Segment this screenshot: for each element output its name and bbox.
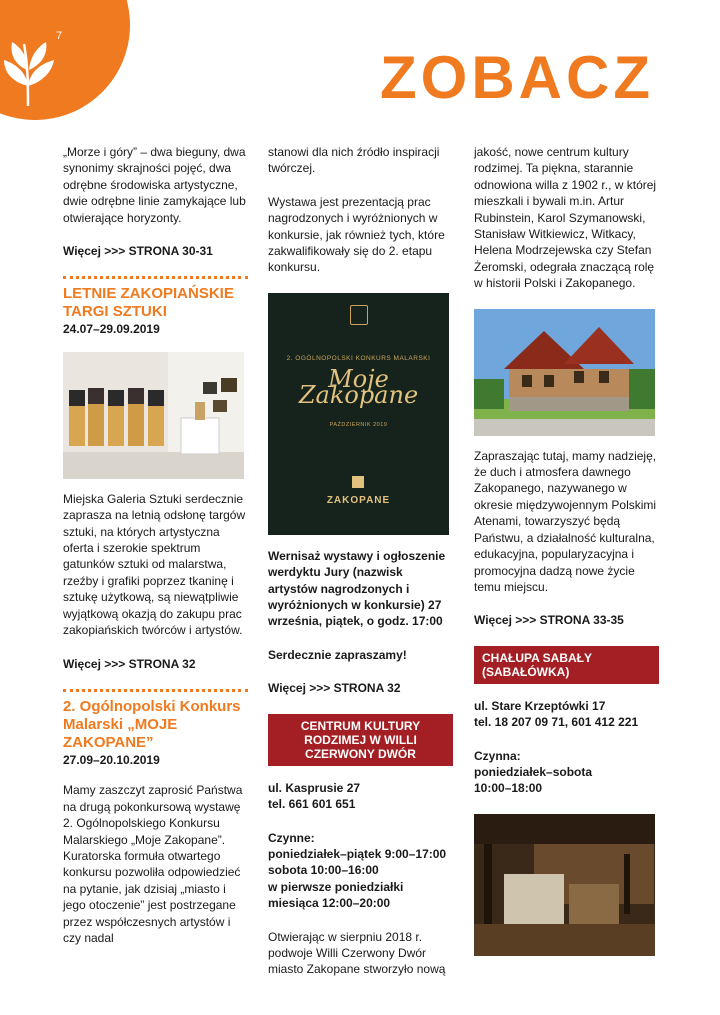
poster-logo: ZAKOPANE	[326, 494, 391, 506]
paragraph: jakość, nowe centrum kultury rodzimej. Ta piękna, starannie odnowiona willa z 1902 r., w której mieszkali i bywali m.in. Artur Rubinstein, Karol Szymanowski, Stanisław Witkiewicz, Witkacy, Helena Modrzejewska czy Stefan Żeromski, odegrała znaczącą rolę w historii Polski i Zakopanego.	[474, 145, 657, 291]
intro-paragraph: „Morze i góry” – dwa bieguny, dwa synonimy skrajności pojęć, dwa odrębne środowiska artystyczne, dwie odrębne linie zamykające lub otwierające horyzonty.	[63, 145, 246, 225]
emblem-icon	[350, 305, 368, 325]
interior-photo	[474, 814, 655, 956]
section-title: 2. Ogólnopolski Konkurs Malarski „MOJE ZAKOPANE”	[63, 697, 241, 751]
more-link[interactable]: Więcej >>> STRONA 33-35	[474, 613, 624, 628]
venue-box: CENTRUM KULTURY RODZIMEJ W WILLI CZERWONY DWÓR	[268, 714, 453, 766]
vernissage-info: Wernisaż wystawy i ogłoszenie werdyktu Jury (nazwisk artystów nagrodzonych i wyróżnionych w konkursie) 27 września, piątek, o godz. 17:00	[268, 548, 446, 629]
dotted-divider	[63, 276, 248, 279]
paragraph: Zapraszając tutaj, mamy nadzieję, że duch i atmosfera dawnego Zakopanego, nazywanego w okresie międzywojennym Polskimi Atenami, towarzyszyć będą Państwu, a działalność kulturalna, edukacyjna, popularyzacyjna i promocyjna dadzą nowe życie temu miejscu.	[474, 448, 657, 594]
column-2	[268, 144, 453, 995]
column-3	[474, 144, 659, 968]
paragraph: Wystawa jest prezentacją prac nagrodzonych i wyróżnionych w konkursie, jak również tych, które zakwalifikowały się do 2. etapu konkursu.	[268, 194, 445, 275]
poster-subtitle: 2. OGÓLNOPOLSKI KONKURS MALARSKI	[286, 354, 431, 362]
hours-line: poniedziałek–sobota	[474, 764, 593, 779]
section-text: Mamy zaszczyt zaprosić Państwa na drugą pokonkursową wystawę 2. Ogólnopolskiego Konkursu Malarskiego „Moje Zakopane”. Kuratorska formuła otwartego konkursu pozwoliła odpowiedzieć na pytanie, jak dzisiaj „miasto i jego otoczenie” jest postrzegane przez współczesnych artystów i czy nadal	[63, 783, 243, 945]
poster-title: Moje Zakopane	[298, 364, 419, 410]
logo-mark-icon	[352, 476, 364, 488]
gallery-photo	[63, 352, 244, 479]
interior-photo-drawing	[474, 814, 655, 956]
hours-line: poniedziałek–piątek 9:00–17:00	[268, 846, 447, 861]
venue-phone: tel. 661 601 651	[268, 797, 356, 812]
contest-poster	[268, 293, 449, 535]
hours-label: Czynne:	[268, 830, 315, 845]
invite-text: Serdecznie zapraszamy!	[268, 647, 407, 662]
poster-month: PAŹDZIERNIK 2019	[329, 421, 388, 428]
section-date: 24.07–29.09.2019	[63, 322, 160, 337]
section-text: Miejska Galeria Sztuki serdecznie zaprasza na letnią odsłonę targów sztuki, na których artystyczna oferta i szerokie spektrum gatunków sztuki od malarstwa, rzeźby i grafiki poprzez tkaninę i sztukę użytkową, są niewątpliwie wyjątkową okazją do zakupu prac zakopiańskich twórców i artystów.	[63, 491, 246, 638]
villa-photo	[474, 309, 655, 436]
section-title: LETNIE ZAKOPIAŃSKIE TARGI SZTUKI	[63, 285, 234, 321]
venue-address: ul. Kasprusie 27	[268, 780, 361, 795]
hours-label: Czynna:	[474, 748, 521, 763]
venue-box: CHAŁUPA SABAŁY (SABAŁÓWKA)	[474, 646, 659, 684]
section-date: 27.09–20.10.2019	[63, 752, 160, 767]
paragraph: Otwierając w sierpniu 2018 r. podwoje Willi Czerwony Dwór miasto Zakopane stworzyło nową	[268, 929, 446, 977]
page-number: 7	[56, 30, 63, 42]
hours-line: 10:00–18:00	[474, 781, 543, 796]
more-link[interactable]: Więcej >>> STRONA 32	[268, 681, 401, 696]
hours-line: w pierwsze poniedziałki miesiąca 12:00–20:00	[268, 879, 404, 911]
hours-line: sobota 10:00–16:00	[268, 863, 379, 878]
paragraph: stanowi dla nich źródło inspiracji twórczej.	[268, 145, 440, 176]
more-link[interactable]: Więcej >>> STRONA 32	[63, 656, 196, 671]
page-heading: ZOBACZ	[380, 44, 654, 111]
villa-photo-drawing	[474, 309, 655, 436]
more-link[interactable]: Więcej >>> STRONA 30-31	[63, 244, 213, 259]
venue-address: ul. Stare Krzeptówki 17	[474, 698, 606, 713]
venue-phone: tel. 18 207 09 71, 601 412 221	[474, 715, 639, 730]
gallery-photo-drawing	[63, 352, 244, 479]
dotted-divider	[63, 689, 248, 692]
wheat-leaf-icon	[2, 36, 56, 108]
column-1	[63, 144, 248, 963]
